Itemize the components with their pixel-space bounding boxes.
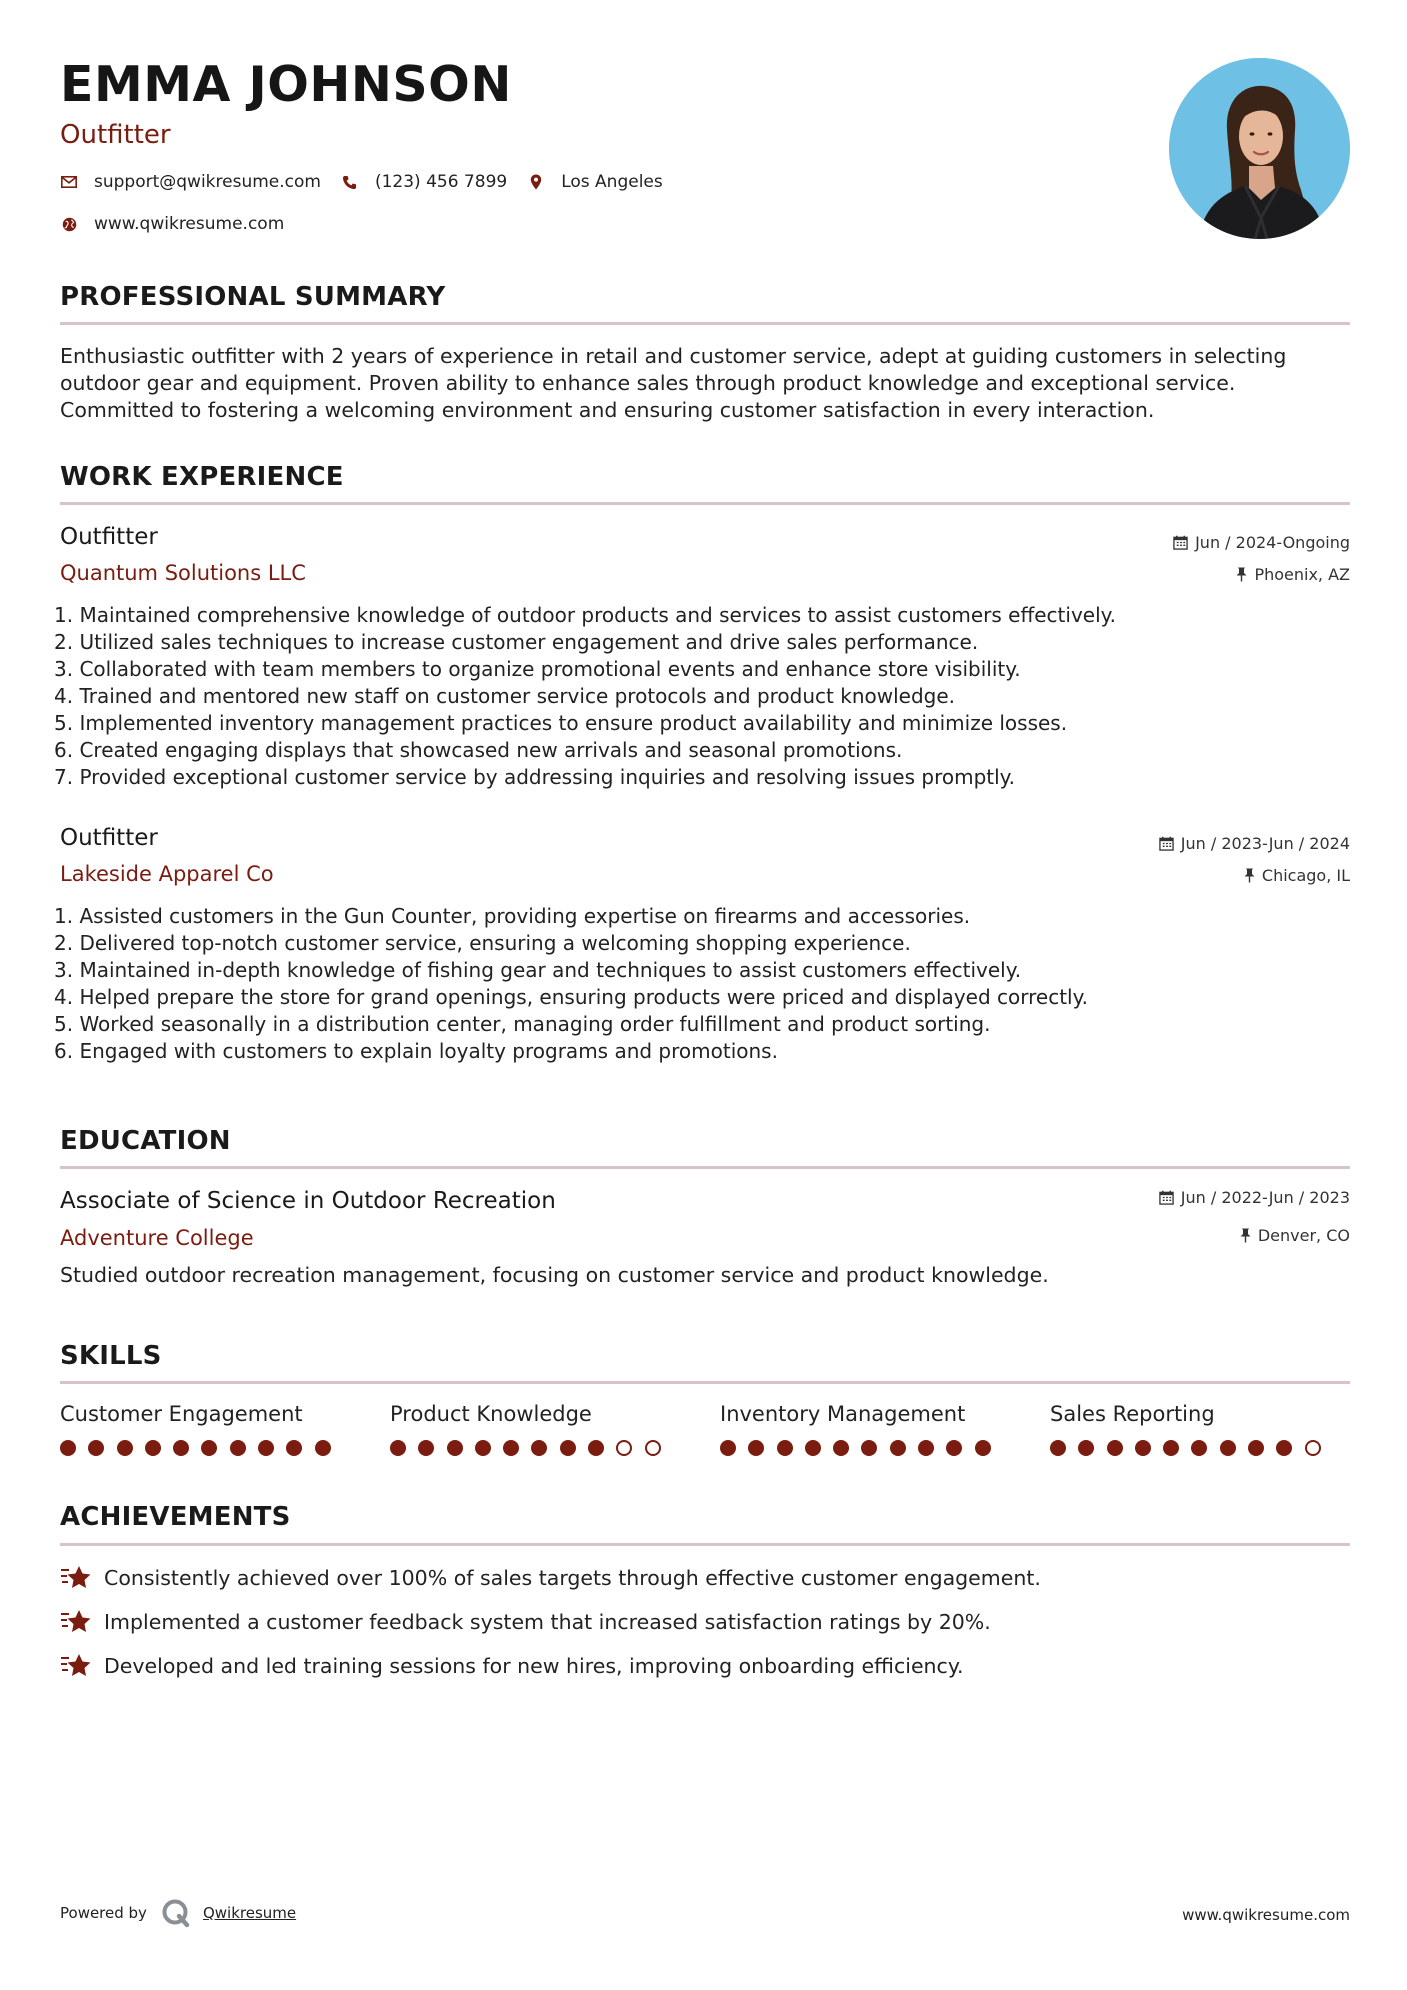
section-divider [60, 1381, 1350, 1384]
list-item: 7. Provided exceptional customer service by addressing inquiries and resolving issues promptly. [54, 765, 1016, 789]
rating-dot-empty [616, 1440, 632, 1456]
contact-row-secondary [60, 214, 304, 234]
rating-dot-filled [117, 1440, 133, 1456]
rating-dot-filled [88, 1440, 104, 1456]
rating-dot-filled [1050, 1440, 1066, 1456]
star-icon [60, 1608, 92, 1636]
education-date [1159, 1188, 1350, 1207]
job-location [1236, 565, 1350, 584]
list-item: 5. Worked seasonally in a distribution center, managing order fulfillment and product sorting. [54, 1012, 991, 1036]
qwikresume-link[interactable]: Qwikresume [202, 1904, 297, 1922]
globe-icon [60, 215, 78, 233]
achievement-item [60, 1652, 964, 1680]
rating-dot-empty [645, 1440, 661, 1456]
skill-rating [720, 1440, 1020, 1456]
job-location-text: Chicago, IL [1261, 866, 1350, 885]
section-divider [60, 1543, 1350, 1546]
calendar-icon [1159, 836, 1174, 851]
candidate-role: Outfitter [60, 120, 171, 150]
calendar-icon [1173, 535, 1188, 550]
list-item: 3. Collaborated with team members to organize promotional events and enhance store visibility. [54, 657, 1021, 681]
job-location-text: Phoenix, AZ [1254, 565, 1350, 584]
education-date-text: Jun / 2022-Jun / 2023 [1180, 1188, 1350, 1207]
summary-line: outdoor gear and equipment. Proven ability to enhance sales through product knowledge and exceptional service. [60, 371, 1236, 395]
rating-dot-filled [720, 1440, 736, 1456]
footer-website-link[interactable]: www.qwikresume.com [1182, 1906, 1350, 1924]
email-link[interactable]: support@qwikresume.com [94, 172, 321, 192]
skill-item [720, 1402, 1020, 1456]
qwikresume-logo [161, 1898, 191, 1928]
summary-line: Committed to fostering a welcoming environment and ensuring customer satisfaction in every interaction. [60, 398, 1155, 422]
rating-dot-filled [390, 1440, 406, 1456]
rating-dot-empty [1305, 1440, 1321, 1456]
list-item: 5. Implemented inventory management practices to ensure product availability and minimize losses. [54, 711, 1068, 735]
school-name: Adventure College [60, 1226, 254, 1250]
job-title: Outfitter [60, 524, 158, 550]
achievement-text: Developed and led training sessions for new hires, improving onboarding efficiency. [104, 1654, 964, 1678]
rating-dot-filled [1220, 1440, 1236, 1456]
skill-label: Customer Engagement [60, 1402, 303, 1426]
achievement-item [60, 1608, 991, 1636]
profile-photo [1169, 58, 1350, 239]
job-date-text: Jun / 2023-Jun / 2024 [1180, 834, 1350, 853]
location: Los Angeles [561, 172, 663, 192]
pushpin-icon [1244, 868, 1255, 883]
degree-title: Associate of Science in Outdoor Recreation [60, 1188, 556, 1214]
pushpin-icon [1240, 1228, 1251, 1243]
rating-dot-filled [173, 1440, 189, 1456]
rating-dot-filled [1135, 1440, 1151, 1456]
job-responsibilities [54, 903, 1088, 1065]
map-pin-icon [527, 173, 545, 191]
rating-dot-filled [475, 1440, 491, 1456]
rating-dot-filled [1191, 1440, 1207, 1456]
list-item: 2. Utilized sales techniques to increase customer engagement and drive sales performance. [54, 630, 979, 654]
star-icon [60, 1652, 92, 1680]
education-description: Studied outdoor recreation management, focusing on customer service and product knowledge. [60, 1263, 1049, 1287]
skill-label: Inventory Management [720, 1402, 966, 1426]
job-date [1173, 533, 1350, 552]
rating-dot-filled [890, 1440, 906, 1456]
phone-number: (123) 456 7899 [374, 172, 508, 192]
rating-dot-filled [833, 1440, 849, 1456]
rating-dot-filled [861, 1440, 877, 1456]
achievement-text: Consistently achieved over 100% of sales targets through effective customer engagement. [104, 1566, 1041, 1590]
rating-dot-filled [258, 1440, 274, 1456]
rating-dot-filled [1107, 1440, 1123, 1456]
website-link[interactable]: www.qwikresume.com [94, 214, 285, 234]
summary-line: Enthusiastic outfitter with 2 years of experience in retail and customer service, adept at guiding customers in selecting [60, 344, 1287, 368]
rating-dot-filled [588, 1440, 604, 1456]
rating-dot-filled [918, 1440, 934, 1456]
rating-dot-filled [1276, 1440, 1292, 1456]
rating-dot-filled [286, 1440, 302, 1456]
resume-page [54, 0, 1350, 1990]
rating-dot-filled [531, 1440, 547, 1456]
list-item: 6. Engaged with customers to explain loyalty programs and promotions. [54, 1039, 778, 1063]
rating-dot-filled [560, 1440, 576, 1456]
rating-dot-filled [145, 1440, 161, 1456]
section-divider [60, 322, 1350, 325]
skill-rating [390, 1440, 690, 1456]
skill-item [1050, 1402, 1350, 1456]
achievements-heading: ACHIEVEMENTS [60, 1502, 291, 1532]
list-item: 1. Maintained comprehensive knowledge of outdoor products and services to assist customers effectively. [54, 603, 1116, 627]
job-location [1244, 866, 1350, 885]
achievement-item [60, 1564, 1041, 1592]
section-divider [60, 502, 1350, 505]
rating-dot-filled [946, 1440, 962, 1456]
skill-item [390, 1402, 690, 1456]
star-icon [60, 1564, 92, 1592]
list-item: 1. Assisted customers in the Gun Counter, providing expertise on firearms and accessories. [54, 904, 971, 928]
pushpin-icon [1236, 567, 1247, 582]
mail-icon [60, 173, 78, 191]
company-name: Quantum Solutions LLC [60, 561, 306, 585]
rating-dot-filled [1078, 1440, 1094, 1456]
rating-dot-filled [230, 1440, 246, 1456]
rating-dot-filled [1163, 1440, 1179, 1456]
contact-row-primary [60, 172, 683, 192]
list-item: 4. Helped prepare the store for grand openings, ensuring products were priced and displayed correctly. [54, 985, 1088, 1009]
powered-by-label: Powered by [60, 1904, 147, 1922]
section-divider [60, 1166, 1350, 1169]
skills-heading: SKILLS [60, 1341, 162, 1371]
education-location [1240, 1226, 1350, 1245]
job-title: Outfitter [60, 825, 158, 851]
rating-dot-filled [503, 1440, 519, 1456]
rating-dot-filled [315, 1440, 331, 1456]
calendar-icon [1159, 1190, 1174, 1205]
skill-item [60, 1402, 360, 1456]
candidate-name: EMMA JOHNSON [60, 56, 512, 113]
summary-heading: PROFESSIONAL SUMMARY [60, 282, 446, 312]
rating-dot-filled [60, 1440, 76, 1456]
list-item: 3. Maintained in-depth knowledge of fishing gear and techniques to assist customers effectively. [54, 958, 1022, 982]
education-heading: EDUCATION [60, 1126, 231, 1156]
skill-label: Product Knowledge [390, 1402, 592, 1426]
company-name: Lakeside Apparel Co [60, 862, 274, 886]
skill-rating [1050, 1440, 1350, 1456]
job-responsibilities [54, 602, 1116, 791]
rating-dot-filled [748, 1440, 764, 1456]
list-item: 6. Created engaging displays that showcased new arrivals and seasonal promotions. [54, 738, 903, 762]
footer-credit [60, 1898, 296, 1928]
rating-dot-filled [975, 1440, 991, 1456]
rating-dot-filled [1248, 1440, 1264, 1456]
summary-text [60, 343, 1350, 424]
rating-dot-filled [201, 1440, 217, 1456]
phone-icon [341, 173, 359, 191]
achievement-text: Implemented a customer feedback system that increased satisfaction ratings by 20%. [104, 1610, 991, 1634]
experience-heading: WORK EXPERIENCE [60, 462, 344, 492]
rating-dot-filled [805, 1440, 821, 1456]
job-date-text: Jun / 2024-Ongoing [1195, 533, 1350, 552]
rating-dot-filled [418, 1440, 434, 1456]
rating-dot-filled [447, 1440, 463, 1456]
list-item: 2. Delivered top-notch customer service, ensuring a welcoming shopping experience. [54, 931, 911, 955]
job-date [1159, 834, 1350, 853]
skill-rating [60, 1440, 360, 1456]
rating-dot-filled [777, 1440, 793, 1456]
skill-label: Sales Reporting [1050, 1402, 1215, 1426]
education-location-text: Denver, CO [1257, 1226, 1350, 1245]
list-item: 4. Trained and mentored new staff on customer service protocols and product knowledge. [54, 684, 955, 708]
